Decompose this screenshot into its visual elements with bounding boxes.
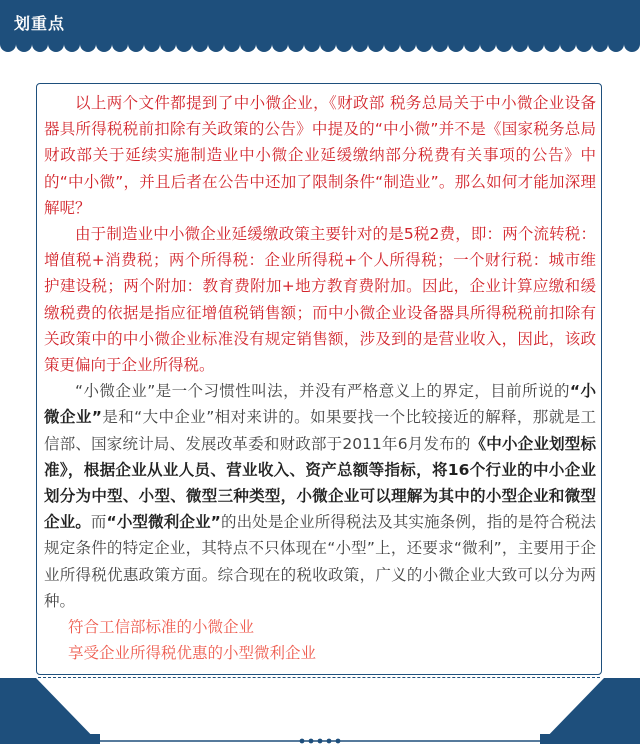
scallop-bump xyxy=(240,42,256,52)
scallop-bump xyxy=(464,42,480,52)
scallop-bump xyxy=(496,42,512,52)
paragraph-2: 由于制造业中小微企业延缓缴政策主要针对的是5税2费，即：两个流转税：增值税+消费税；两个所得税：企业所得税+个人所得税；一个财行税：城市维护建设税；两个附加：教育费附加+地方教育费附加。因此，企业计算应缴和缓缴税费的依据是指应征增值税销售额；而中小微企业设备器具所得税税前扣除有关政策中的中小微企业标准没有规定销售额，涉及到的是营业收入，因此，该政策更偏向于企业所得税。 xyxy=(44,225,596,375)
scallop-bump xyxy=(32,42,48,52)
scallop-bump xyxy=(256,42,272,52)
scallop-bump xyxy=(432,42,448,52)
footer-dot xyxy=(318,739,323,744)
scallop-bump xyxy=(336,42,352,52)
scallop-bump xyxy=(112,42,128,52)
scallop-bump xyxy=(64,42,80,52)
scallop-bump xyxy=(368,42,384,52)
scallop-bump xyxy=(128,42,144,52)
scallop-bump xyxy=(624,42,640,52)
footer-dot xyxy=(327,739,332,744)
scallop-bump xyxy=(192,42,208,52)
scallop-bump xyxy=(272,42,288,52)
scallop-bump xyxy=(416,42,432,52)
p3-text-4: 的出处是企业所得税法及其实施条例，指的是符合税法规定条件的特定企业，其特点不只体现在“小型”上，还要求“微利”，主要用于企业所得税优惠政策方面。综合现在的税收政策，广义的小微企业大致可以分为两种。 xyxy=(44,513,596,610)
scallop-bump xyxy=(560,42,576,52)
scallop-bump xyxy=(288,42,304,52)
scallop-bump xyxy=(48,42,64,52)
scallop-bump xyxy=(448,42,464,52)
header-bar xyxy=(0,0,640,44)
list-item-xiaoxingweili: 享受企业所得税优惠的小型微利企业 xyxy=(68,644,317,663)
scallop-bump xyxy=(544,42,560,52)
scallop-bump xyxy=(208,42,224,52)
scallop-bump xyxy=(576,42,592,52)
scallop-bump xyxy=(144,42,160,52)
paragraph-1: 以上两个文件都提到了中小微企业，《财政部 税务总局关于中小微企业设备器具所得税税前扣除有关政策的公告》中提及的“中小微”并不是《国家税务总局 财政部关于延续实施制造业中小微企业延缓缴纳部分税费有关事项的公告》中的“中小微”，并且后者在公告中还加了限制条件“制造业”。那么如何才能加深理解呢？ xyxy=(44,94,596,217)
p3-text-2: 是和“大中企业”相对来讲的。如果要找一个比较接近的解释，那就是工信部、国家统计局、发展改革委和财政部于2011年6月发布的 xyxy=(44,408,597,453)
footer-dot xyxy=(336,739,341,744)
scallop-border xyxy=(0,42,640,58)
scallop-bump xyxy=(528,42,544,52)
p3-bold-3: “小型微利企业” xyxy=(106,513,221,532)
scallop-bump xyxy=(592,42,608,52)
scallop-bump xyxy=(80,42,96,52)
footer-right-shape xyxy=(604,678,640,734)
list-item-gongxinbu: 符合工信部标准的小微企业 xyxy=(68,618,255,637)
article-body xyxy=(44,90,596,666)
paragraph-3 xyxy=(44,378,596,614)
section-title: 划重点 xyxy=(14,14,66,33)
scallop-bump xyxy=(0,42,16,52)
scallop-bump xyxy=(480,42,496,52)
p3-text-3: 而 xyxy=(90,513,107,532)
footer-dot xyxy=(309,739,314,744)
p3-bold-1: “小微企业” xyxy=(44,382,597,427)
scallop-bump xyxy=(352,42,368,52)
footer-left-shape xyxy=(0,678,36,734)
scallop-bump xyxy=(608,42,624,52)
scallop-bump xyxy=(224,42,240,52)
scallop-bump xyxy=(384,42,400,52)
scallop-bump xyxy=(304,42,320,52)
scallop-bump xyxy=(176,42,192,52)
p3-text-1: “小微企业”是一个习惯性叫法，并没有严格意义上的界定，目前所说的 xyxy=(75,382,570,401)
p3-bold-2: 《中小企业划型标准》，根据企业从业人员、营业收入、资产总额等指标，将16个行业的中小企业划分为中型、小型、微型三种类型，小微企业可以理解为其中的小型企业和微型企业。 xyxy=(44,434,596,532)
scallop-bump xyxy=(512,42,528,52)
scallop-bump xyxy=(160,42,176,52)
scallop-bump xyxy=(16,42,32,52)
scallop-bump xyxy=(320,42,336,52)
scallop-bump xyxy=(400,42,416,52)
footer-dot xyxy=(300,739,305,744)
footer-decoration xyxy=(0,672,640,744)
scallop-bump xyxy=(96,42,112,52)
